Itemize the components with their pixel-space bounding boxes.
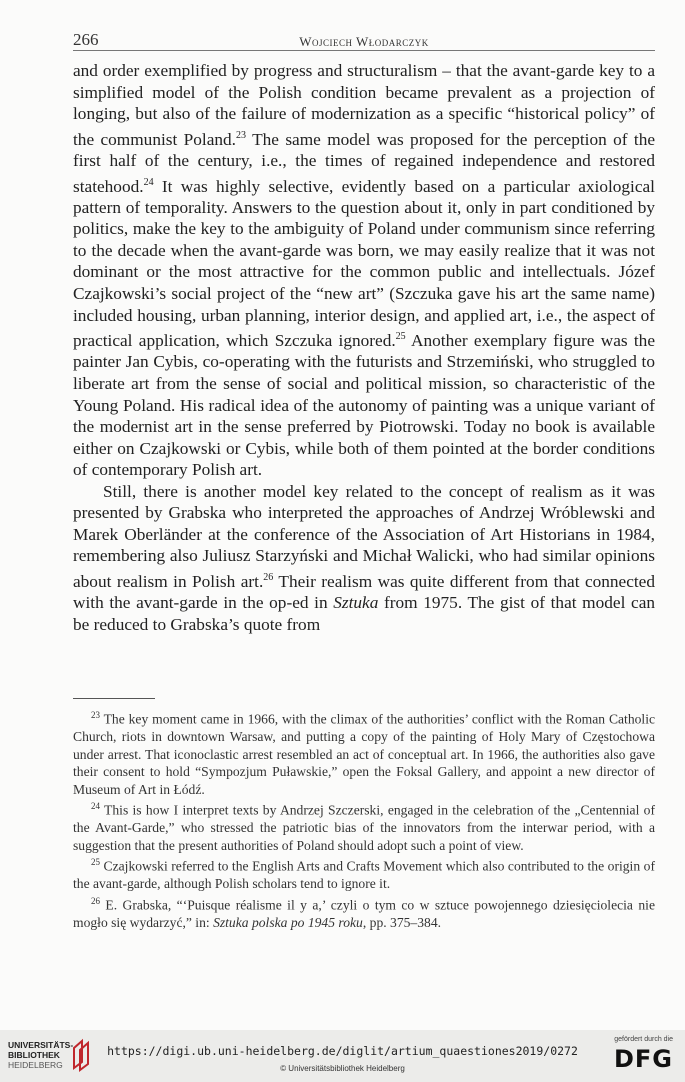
footnote-rule bbox=[73, 698, 155, 699]
footnotes bbox=[73, 707, 655, 931]
paragraph-1 bbox=[73, 60, 655, 481]
text-run: The same model was proposed for the perception of the first half of the century, i.e., the times of regained independence and restored statehood. bbox=[73, 129, 656, 196]
copyright-notice: © Universitätsbibliothek Heidelberg bbox=[280, 1064, 405, 1073]
text-run: Another exemplary figure was the painter Jan Cybis, co-operating with the futurists and Strzemiński, who struggled to liberate art from the sense of social and political mission, so characteristic of the Young Poland. His radical idea of the autonomy of painting was a unique variant of the modernist art in the sense preferred by Piotrowski. Today no book is available either on Czajkowski or Cybis, while both of them pointed at the border conditions of contemporary Polish art. bbox=[73, 330, 655, 480]
italic-title: Sztuka polska po 1945 roku bbox=[213, 914, 363, 930]
text-run: Their realism was quite different from that connected with the avant-garde in the op-ed in bbox=[73, 571, 655, 613]
text-run: from 1975. The gist of that model can be reduced to Grabska’s quote from bbox=[73, 593, 656, 634]
footnote-text: , pp. 375–384. bbox=[362, 914, 442, 930]
italic-title: Sztuka bbox=[333, 593, 379, 613]
running-head-author: Wojciech Włodarczyk bbox=[299, 34, 429, 49]
footnote-text: E. Grabska, “‘Puisque réalisme il y a,’ czyli o tym co w sztuce powojennego dziesięciolecia nie mogło się wydarzyć,” in: bbox=[73, 897, 655, 930]
footnote-text: This is how I interpret texts by Andrzej Szczerski, engaged in the celebration of the „Centennial of the Avant-Garde,” who stressed the patriotic bias of the innovators from the interwar period, with a suggestion that the present authorities of Poland should adopt such a point of view. bbox=[73, 802, 655, 853]
running-header bbox=[73, 28, 655, 51]
text-run: and order exemplified by progress and structuralism – that the avant-garde key to a simplified model of the Polish condition became prevalent as a projection of longing, but also of the failure of modernization as a specific “historical policy” of the communist Poland. bbox=[73, 61, 655, 149]
permalink-url[interactable]: https://digi.ub.uni-heidelberg.de/diglit/artium_quaestiones2019/0272 bbox=[107, 1044, 578, 1058]
library-name-line: HEIDELBERG bbox=[8, 1060, 63, 1070]
footnote-24 bbox=[73, 798, 655, 854]
footnote-text: Czajkowski referred to the English Arts and Crafts Movement which also contributed to the origin of the avant-garde, although Polish scholars tend to ignore it. bbox=[73, 858, 655, 892]
footnote-26 bbox=[73, 893, 655, 932]
footnote-ref-25[interactable]: 25 bbox=[395, 331, 406, 343]
footnote-number: 26 bbox=[91, 895, 100, 906]
body-text bbox=[73, 60, 655, 635]
funder-caption: gefördert durch die bbox=[614, 1036, 673, 1043]
dfg-logo[interactable]: DFG bbox=[613, 1045, 673, 1073]
footnote-ref-26[interactable]: 26 bbox=[263, 571, 274, 583]
footnote-23 bbox=[73, 707, 655, 798]
text-run: It was highly selective, evidently based on a particular axiological pattern of temporality. Answers to the question about it, only in part conditioned by politics, make the key to the ambiguity of Poland under communism since referring to the decade when the avant-garde was born, we may easily realize that it was not dominant or the most attractive for the common public and intellectuals. Józef Czajkowski’s social project of the “new art” (Szczuka gave his art the same name) included housing, urban planning, interior design, and applied art, i.e., the aspect of practical application, which Szczuka ignored. bbox=[73, 176, 655, 350]
digitization-footer bbox=[0, 1030, 685, 1082]
paragraph-2 bbox=[73, 481, 655, 636]
footnote-text: The key moment came in 1966, with the climax of the authorities’ conflict with the Roman Catholic Church, riots in downtown Warsaw, and putting a copy of the painting of Holy Mary of Częstochowa under arrest. That iconoclastic arrest resembled an act of conceptual art. In 1966, the authorities also gave their consent to hold “Sympozjum Puławskie,” open the Foksal Gallery, and appoint a new director of Museum of Art in Łódź. bbox=[73, 711, 655, 797]
footnote-number: 24 bbox=[91, 801, 100, 812]
page-number: 266 bbox=[73, 30, 99, 49]
library-name-line: UNIVERSITÄTS- bbox=[8, 1040, 74, 1050]
footnote-number: 25 bbox=[91, 857, 100, 868]
footnote-number: 23 bbox=[91, 710, 100, 720]
footnote-ref-24[interactable]: 24 bbox=[143, 176, 154, 188]
footnote-ref-23[interactable]: 23 bbox=[236, 129, 247, 141]
library-name-line: BIBLIOTHEK bbox=[8, 1050, 60, 1060]
footnote-25 bbox=[73, 854, 655, 893]
text-run: Still, there is another model key related to the concept of realism as it was presented by Grabska who interpreted the approaches of Andrzej Wróblewski and Marek Oberländer at the conference of the Association of Art Historians in 1984, remembering also Juliusz Starzyński and Michał Walicki, who had similar opinions about realism in Polish art. bbox=[73, 481, 655, 591]
